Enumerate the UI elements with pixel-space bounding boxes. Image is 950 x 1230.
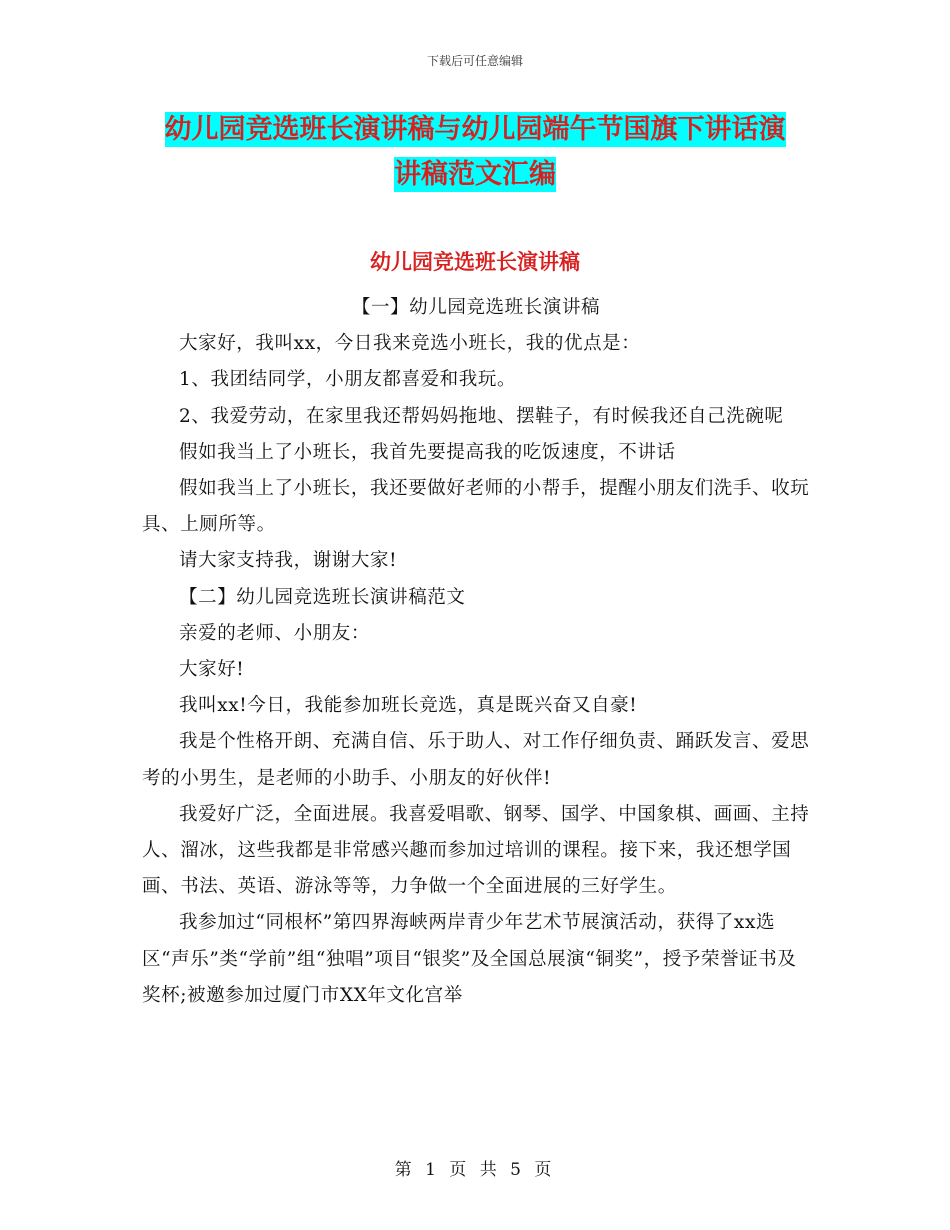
document-title-text-1: 幼儿园竞选班长演讲稿与幼儿园端午节国旗下讲话演 [164,114,786,145]
paragraph: 请大家支持我，谢谢大家! [179,550,398,572]
document-body [142,290,810,1014]
paragraph: 我参加过“同根杯”第四界海峡两岸青少年艺术节展演活动，获得了xx选区“声乐”类“学前”组“独唱”项目“银奖”及全国总展演“铜奖”，授予荣誉证书及奖杯;被邀参加过厦门市XX年文化宫举 [142,912,797,1006]
section-title: 幼儿园竞选班长演讲稿 [370,250,580,274]
paragraph: 【二】幼儿园竞选班长演讲稿范文 [179,586,466,608]
paragraph: 我是个性格开朗、充满自信、乐于助人、对工作仔细负责、踊跃发言、爱思考的小男生，是老师的小助手、小朋友的好伙伴! [142,731,810,789]
paragraph: 大家好! [179,659,245,681]
page-number: 第 1 页 共 5 页 [394,1160,556,1180]
paragraph: 【一】幼儿园竞选班长演讲稿 [351,297,601,318]
document-title-text-2: 讲稿范文汇编 [394,159,556,190]
paragraph: 假如我当上了小班长，我还要做好老师的小帮手，提醒小朋友们洗手、收玩具、上厕所等。 [142,478,810,536]
paragraph: 亲爱的老师、小朋友： [179,622,371,644]
paragraph: 1、我团结同学，小朋友都喜爱和我玩。 [179,369,517,391]
document-title-line-1 [140,105,810,155]
paragraph: 大家好，我叫xx，今日我来竞选小班长，我的优点是： [179,333,641,355]
page-header-note: 下载后可任意编辑 [426,54,523,68]
paragraph: 我叫xx!今日，我能参加班长竞选，真是既兴奋又自豪! [179,695,638,717]
document-title-line-2 [140,150,810,200]
paragraph: 假如我当上了小班长，我首先要提高我的吃饭速度，不讲话 [179,441,676,463]
paragraph: 2、我爱劳动，在家里我还帮妈妈拖地、摆鞋子，有时候我还自己洗碗呢 [179,405,784,427]
paragraph: 我爱好广泛，全面进展。我喜爱唱歌、钢琴、国学、中国象棋、画画、主持人、溜冰，这些我都是非常感兴趣而参加过培训的课程。接下来，我还想学国画、书法、英语、游泳等等，力争做一个全面进展的三好学生。 [142,803,810,898]
